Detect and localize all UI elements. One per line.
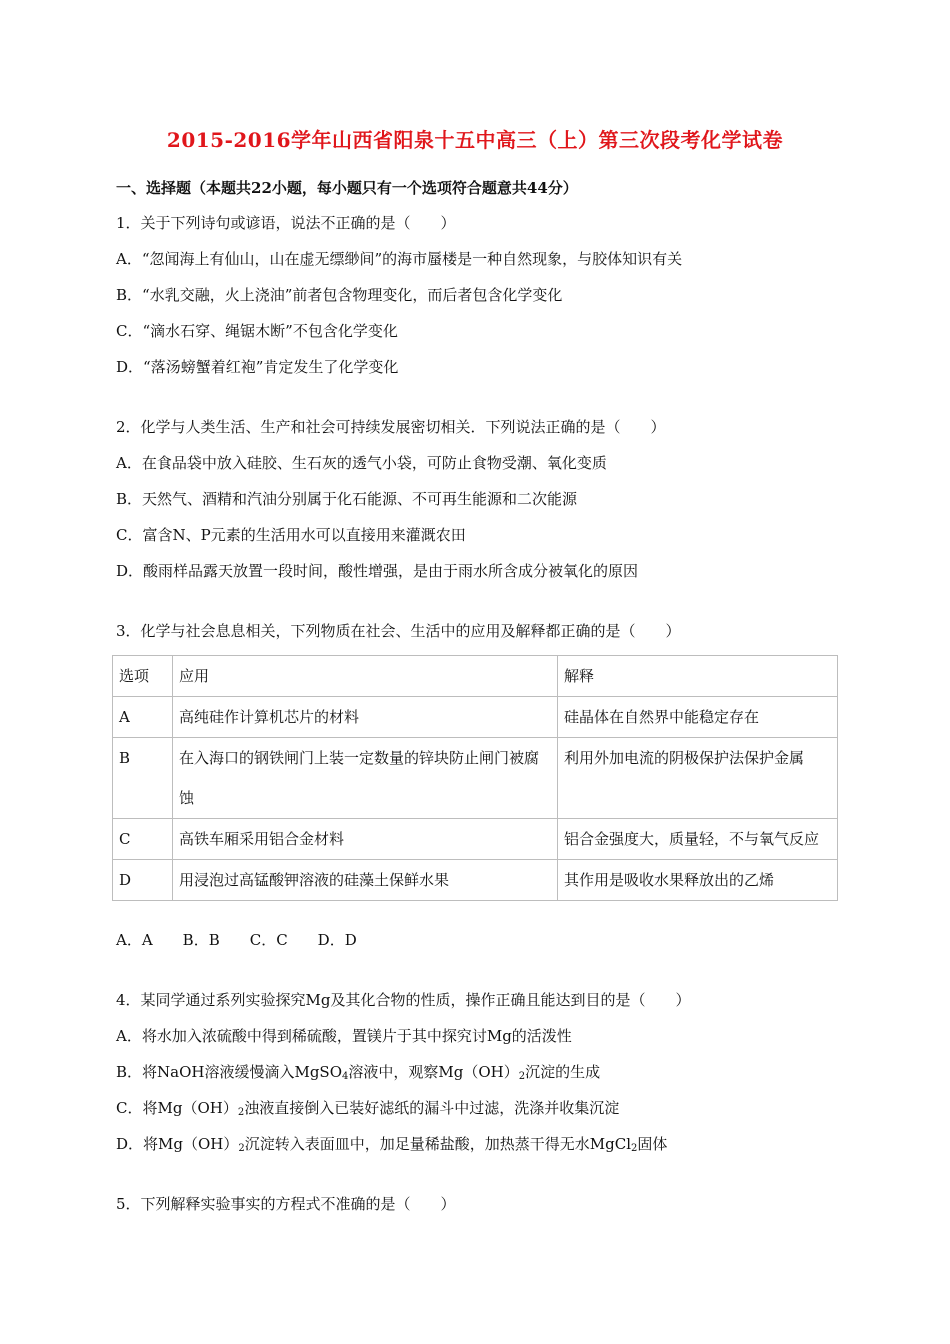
question-2-option-a: A．在食品袋中放入硅胶、生石灰的透气小袋，可防止食物受潮、氧化变质 bbox=[116, 454, 607, 472]
table-cell: 用浸泡过高锰酸钾溶液的硅藻土保鲜水果 bbox=[179, 871, 450, 889]
question-1-option-d: D．“落汤螃蟹着红袍”肯定发生了化学变化 bbox=[116, 358, 399, 376]
table-cell: D bbox=[119, 871, 132, 889]
question-5-stem: 5．下列解释实验事实的方程式不准确的是（ ） bbox=[116, 1195, 456, 1213]
question-1-option-c: C．“滴水石穿、绳锯木断”不包含化学变化 bbox=[116, 322, 398, 340]
table-header-cell: 应用 bbox=[179, 667, 210, 685]
question-2-option-b: B．天然气、酒精和汽油分别属于化石能源、不可再生能源和二次能源 bbox=[116, 490, 578, 508]
question-1-option-b: B．“水乳交融，火上浇油”前者包含物理变化，而后者包含化学变化 bbox=[116, 286, 563, 304]
table-row bbox=[113, 738, 838, 819]
table-cell: C bbox=[119, 830, 131, 848]
question-3-options: A．A B．B C．C D．D bbox=[116, 931, 357, 949]
table-header-cell: 解释 bbox=[564, 667, 595, 685]
table-header-cell: 选项 bbox=[119, 667, 150, 685]
table-row bbox=[113, 819, 838, 860]
section-heading: 一、选择题（本题共22小题，每小题只有一个选项符合题意共44分） bbox=[116, 179, 578, 197]
question-4-option-a: A．将水加入浓硫酸中得到稀硫酸，置镁片于其中探究讨Mg的活泼性 bbox=[116, 1027, 572, 1045]
table-cell: 硅晶体在自然界中能稳定存在 bbox=[564, 708, 760, 726]
question-1-stem: 1．关于下列诗句或谚语，说法不正确的是（ ） bbox=[116, 214, 456, 232]
question-4-stem: 4．某同学通过系列实验探究Mg及其化合物的性质，操作正确且能达到目的是（ ） bbox=[116, 991, 691, 1009]
table-cell: A bbox=[119, 708, 130, 726]
table-cell: 在入海口的钢铁闸门上装一定数量的锌块防止闸门被腐蚀 bbox=[179, 749, 540, 807]
table-cell: 铝合金强度大，质量轻，不与氧气反应 bbox=[564, 830, 820, 848]
question-4-option-c: C．将$Mg(OH)_2$浊液直接倒入已装好滤纸的漏斗中过滤，洗涤并收集沉淀 bbox=[116, 1099, 620, 1118]
question-2-option-d: D．酸雨样品露天放置一段时间，酸性增强，是由于雨水所含成分被氧化的原因 bbox=[116, 562, 639, 580]
table-cell: 其作用是吸收水果释放出的乙烯 bbox=[564, 871, 775, 889]
table-cell: 高纯硅作计算机芯片的材料 bbox=[179, 708, 360, 726]
question-3-table bbox=[112, 655, 838, 901]
table-cell: B bbox=[119, 749, 131, 767]
table-cell: 高铁车厢采用铝合金材料 bbox=[179, 830, 345, 848]
question-2-stem: 2．化学与人类生活、生产和社会可持续发展密切相关．下列说法正确的是（ ） bbox=[116, 418, 666, 436]
question-4-option-b: B．将NaOH溶液缓慢滴入MgSO$_4$溶液中，观察$Mg(OH)_2$沉淀的生成 bbox=[116, 1063, 601, 1082]
question-3-stem: 3．化学与社会息息相关，下列物质在社会、生活中的应用及解释都正确的是（ ） bbox=[116, 622, 681, 640]
table-cell: 利用外加电流的阴极保护法保护金属 bbox=[564, 749, 805, 767]
question-1-option-a: A．“忽闻海上有仙山，山在虚无缥缈间”的海市蜃楼是一种自然现象，与胶体知识有关 bbox=[116, 250, 683, 268]
question-2-option-c: C．富含N、P元素的生活用水可以直接用来灌溉农田 bbox=[116, 526, 466, 544]
page-title: 2015-2016学年山西省阳泉十五中高三（上）第三次段考化学试卷 bbox=[166, 128, 784, 152]
table-row bbox=[113, 860, 838, 901]
table-header-row bbox=[113, 656, 838, 697]
question-4-option-d: D．将$Mg(OH)_2$沉淀转入表面皿中，加足量稀盐酸，加热蒸干得无水MgCl$_2$固体 bbox=[116, 1135, 668, 1154]
table-row bbox=[113, 697, 838, 738]
